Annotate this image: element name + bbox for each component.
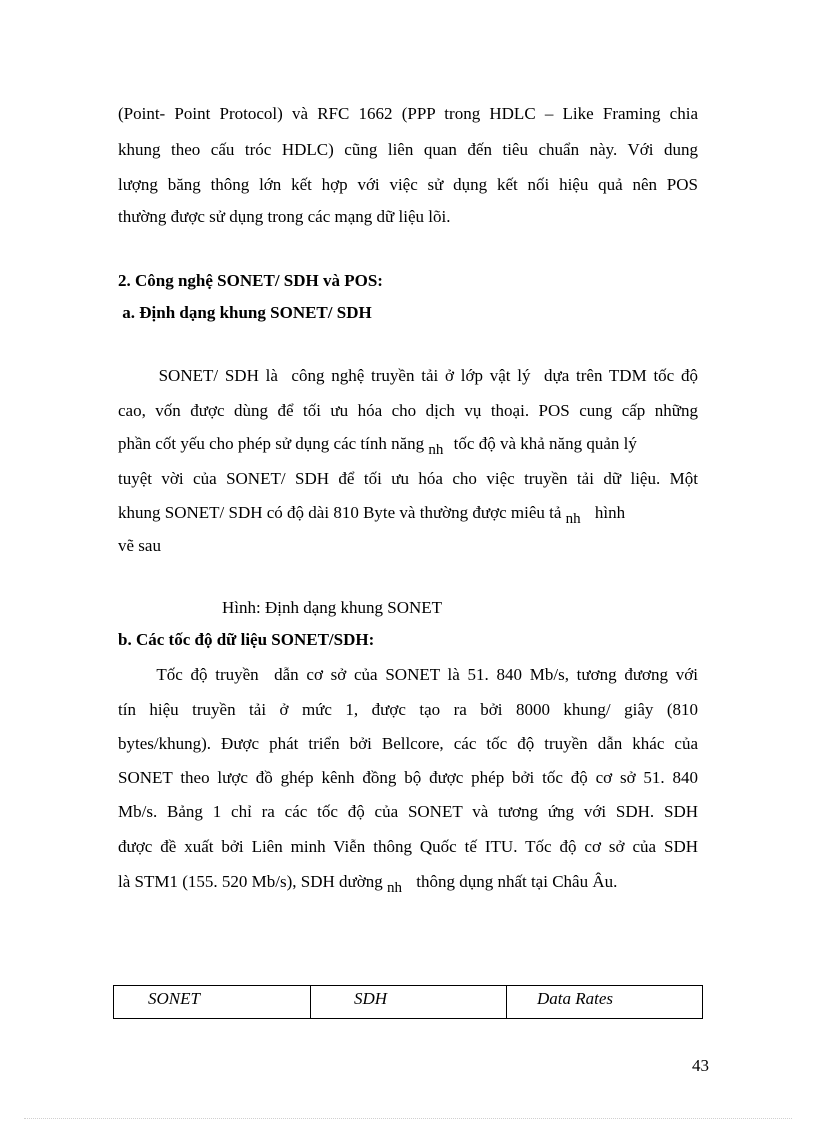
paragraph-2-line-5-start: khung SONET/ SDH có độ dài 810 Byte và thường được miêu tả (118, 503, 562, 522)
paragraph-2-line-5 (118, 503, 698, 527)
table-header-sdh: SDH (310, 986, 506, 1018)
paragraph-3-line-3: bytes/khung). Được phát triển bởi Bellcore, các tốc độ truyền dẫn khác của (118, 734, 698, 753)
paragraph-3-line-1: Tốc độ truyền dẫn cơ sở của SONET là 51. 840 Mb/s, tương đương với (118, 665, 698, 684)
paragraph-2-line-3 (118, 434, 698, 458)
paragraph-3-line-7-end: thông dụng nhất tại Châu Âu. (416, 872, 618, 891)
paragraph-2-line-1: SONET/ SDH là công nghệ truyền tải ở lớp vật lý dựa trên TDM tốc độ (118, 366, 698, 385)
paragraph-2-line-2: cao, vốn được dùng để tối ưu hóa cho dịch vụ thoại. POS cung cấp những (118, 401, 698, 420)
nh-fragment: nh (565, 511, 581, 527)
page-number: 43 (692, 1056, 709, 1075)
paragraph-3-line-4: SONET theo lược đồ ghép kênh đồng bộ được phép bởi tốc độ cơ sở 51. 840 (118, 768, 698, 787)
nh-fragment: nh (428, 442, 444, 458)
nh-fragment: nh (386, 880, 402, 896)
paragraph-1-line-1: (Point- Point Protocol) và RFC 1662 (PPP trong HDLC – Like Framing chia (118, 104, 698, 123)
rates-table-header (113, 985, 703, 1019)
paragraph-1-line-2: khung theo cấu tróc HDLC) cũng liên quan đến tiêu chuẩn này. Với dung (118, 140, 698, 159)
paragraph-3-line-6: được đề xuất bởi Liên minh Viễn thông Quốc tế ITU. Tốc độ cơ sở của SDH (118, 837, 698, 856)
figure-caption: Hình: Định dạng khung SONET (222, 598, 443, 617)
paragraph-2-line-3-end: tốc độ và khả năng quản lý (453, 434, 637, 453)
paragraph-2-line-6: vẽ sau (118, 536, 161, 555)
paragraph-3-line-7 (118, 872, 698, 896)
table-header-sonet: SONET (148, 989, 200, 1008)
paragraph-1-line-3: lượng băng thông lớn kết hợp với việc sử dụng kết nối hiệu quả nên POS (118, 175, 698, 194)
subsection-heading-2b: b. Các tốc độ dữ liệu SONET/SDH: (118, 630, 375, 649)
subsection-heading-2a: a. Định dạng khung SONET/ SDH (118, 303, 372, 322)
paragraph-2-line-4: tuyệt vời của SONET/ SDH để tối ưu hóa cho việc truyền tải dữ liệu. Một (118, 469, 698, 488)
page-bottom-divider (24, 1118, 792, 1119)
paragraph-1-line-4: thường được sử dụng trong các mạng dữ liệu lõi. (118, 207, 451, 226)
paragraph-2-line-3-start: phần cốt yếu cho phép sử dụng các tính năng (118, 434, 425, 453)
section-heading-2: 2. Công nghệ SONET/ SDH và POS: (118, 271, 383, 290)
paragraph-2-line-5-end: hình (594, 503, 626, 522)
paragraph-3-line-7-start: là STM1 (155. 520 Mb/s), SDH dường (118, 872, 383, 891)
table-header-data-rates: Data Rates (506, 986, 702, 1018)
paragraph-3-line-5: Mb/s. Bảng 1 chỉ ra các tốc độ của SONET và tương ứng với SDH. SDH (118, 802, 698, 821)
paragraph-3-line-2: tín hiệu truyền tải ở mức 1, được tạo ra bởi 8000 khung/ giây (810 (118, 700, 698, 719)
